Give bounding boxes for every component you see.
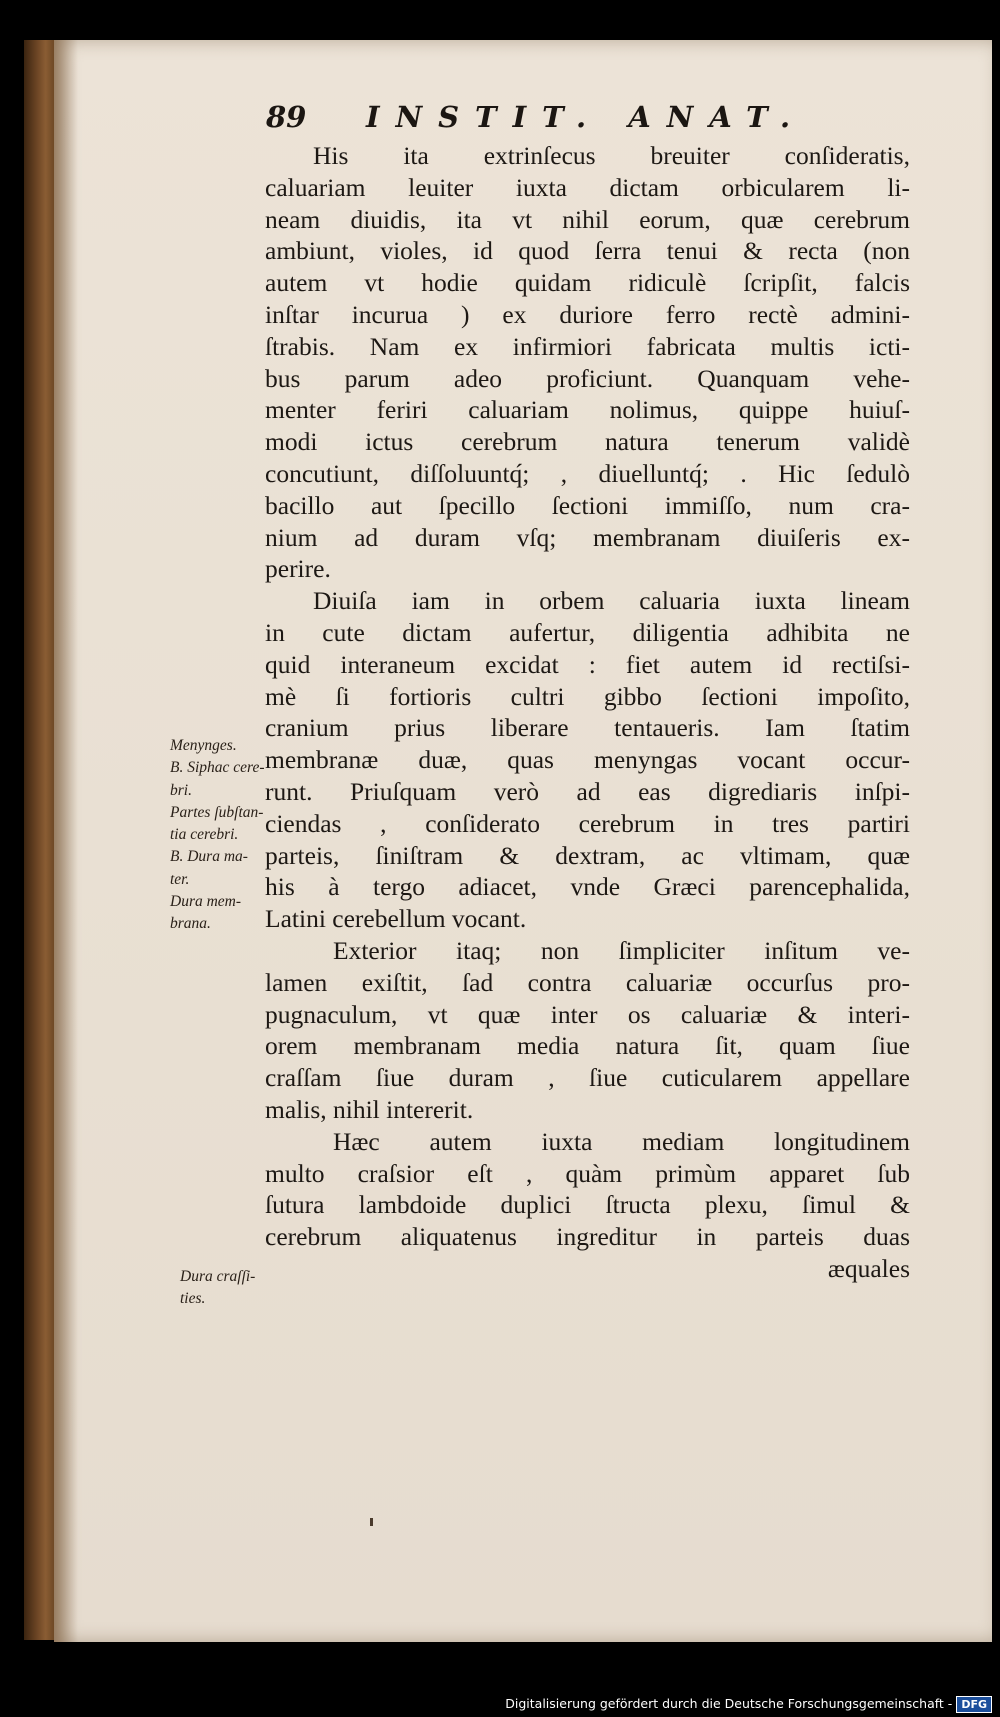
text-line: ciendas , conſiderato cerebrum in tres partiri: [265, 808, 910, 838]
text-line: mè ſi fortioris cultri gibbo ſectioni impoſito,: [265, 681, 910, 711]
text-line: perire.: [265, 554, 331, 584]
margin-note-line: bri.: [170, 781, 192, 799]
text-line: bacillo aut ſpecillo ſectioni immiſſo, num cra-: [265, 490, 910, 520]
footer-bar: [0, 1683, 1000, 1717]
text-line: multo craſsior eſt , quàm primùm apparet ſub: [265, 1158, 910, 1188]
text-line: caluariam leuiter iuxta dictam orbicularem li-: [265, 172, 910, 202]
margin-note-line: tia cerebri.: [170, 826, 239, 844]
dfg-logo: DFG: [956, 1696, 992, 1713]
text-line: craſſam ſiue duram , ſiue cuticularem appellare: [265, 1063, 910, 1093]
funding-credit-text: Digitalisierung gefördert durch die Deutsche Forschungsgemeinschaft -: [505, 1696, 953, 1711]
text-line: menter feriri caluariam nolimus, quippe huiuſ-: [265, 395, 910, 425]
text-line: membranæ duæ, quas menyngas vocant occur-: [265, 745, 910, 775]
text-line: autem vt hodie quidam ridiculè ſcripſit, falcis: [265, 268, 910, 298]
text-line: cerebrum aliquatenus ingreditur in parteis duas: [265, 1222, 910, 1252]
text-line: Exterior itaq; non ſimpliciter inſitum ve-: [333, 935, 910, 965]
gutter-shadow: [54, 40, 78, 1642]
text-line: Hæc autem iuxta mediam longitudinem: [333, 1126, 910, 1156]
margin-note-line: brana.: [170, 915, 211, 933]
text-line: neam diuidis, ita vt nihil eorum, quæ cerebrum: [265, 204, 910, 234]
text-line: cranium prius liberare tentaueris. Iam ſtatim: [265, 713, 910, 743]
ink-speck: [370, 1518, 373, 1526]
margin-note-line: Dura craſſi-: [180, 1268, 256, 1285]
text-line: nium ad duram vſq; membranam diuiſeris ex-: [265, 522, 910, 552]
text-line: runt. Priuſquam verò ad eas digrediaris inſpi-: [265, 776, 910, 806]
margin-notes-group-2: [180, 1266, 330, 1311]
text-line: quid interaneum excidat : fiet autem id rectiſsi-: [265, 649, 910, 679]
text-line: bus parum adeo proficiunt. Quanquam vehe-: [265, 363, 910, 393]
text-line: lamen exiſtit, ſad contra caluariæ occurſus pro-: [265, 967, 910, 997]
margin-note-line: B. Siphac cere-: [170, 759, 265, 777]
margin-note-line: B. Dura ma-: [170, 848, 248, 866]
text-line: Latini cerebellum vocant.: [265, 904, 527, 934]
text-line: ſutura lambdoide duplici ſtructa plexu, ſimul &: [265, 1190, 910, 1220]
text-line: ſtrabis. Nam ex infirmiori fabricata multis icti-: [265, 331, 910, 361]
text-line: malis, nihil intererit.: [265, 1094, 474, 1124]
text-line: pugnaculum, vt quæ inter os caluariæ & interi-: [265, 999, 910, 1029]
running-head: [266, 100, 886, 134]
margin-note-line: Partes ſubſtan-: [170, 803, 264, 821]
text-line: concutiunt, diſſoluuntq́; , diuelluntq́; . Hic ſedulò: [265, 458, 910, 488]
funding-credit: [505, 1696, 992, 1713]
text-line: inſtar incurua ) ex duriore ferro rectè admini-: [265, 299, 910, 329]
margin-note-line: Menynges.: [170, 737, 237, 754]
page-number: 89: [266, 100, 307, 134]
margin-notes-group-1: [170, 735, 320, 936]
margin-note-line: Dura mem-: [170, 893, 242, 911]
margin-note-line: ter.: [170, 870, 190, 888]
text-line: in cute dictam aufertur, diligentia adhibita ne: [265, 617, 910, 647]
text-line: orem membranam media natura ſit, quam ſiue: [265, 1031, 910, 1061]
text-line: parteis, ſiniſtram & dextram, ac vltimam, quæ: [265, 840, 910, 870]
text-line: His ita extrinſecus breuiter conſideratis,: [313, 141, 910, 170]
text-line: his à tergo adiacet, vnde Græci parencephalida,: [265, 872, 910, 902]
text-line: ambiunt, violes, id quod ſerra tenui & recta (non: [265, 236, 910, 266]
text-line: Diuiſa iam in orbem caluaria iuxta lineam: [313, 586, 910, 616]
running-title: INSTIT. ANAT.: [366, 100, 807, 134]
main-text-block: [265, 140, 910, 1285]
catchword: æquales: [827, 1253, 910, 1283]
margin-note-line: ties.: [180, 1290, 206, 1308]
text-line: modi ictus cerebrum natura tenerum validè: [265, 427, 910, 457]
